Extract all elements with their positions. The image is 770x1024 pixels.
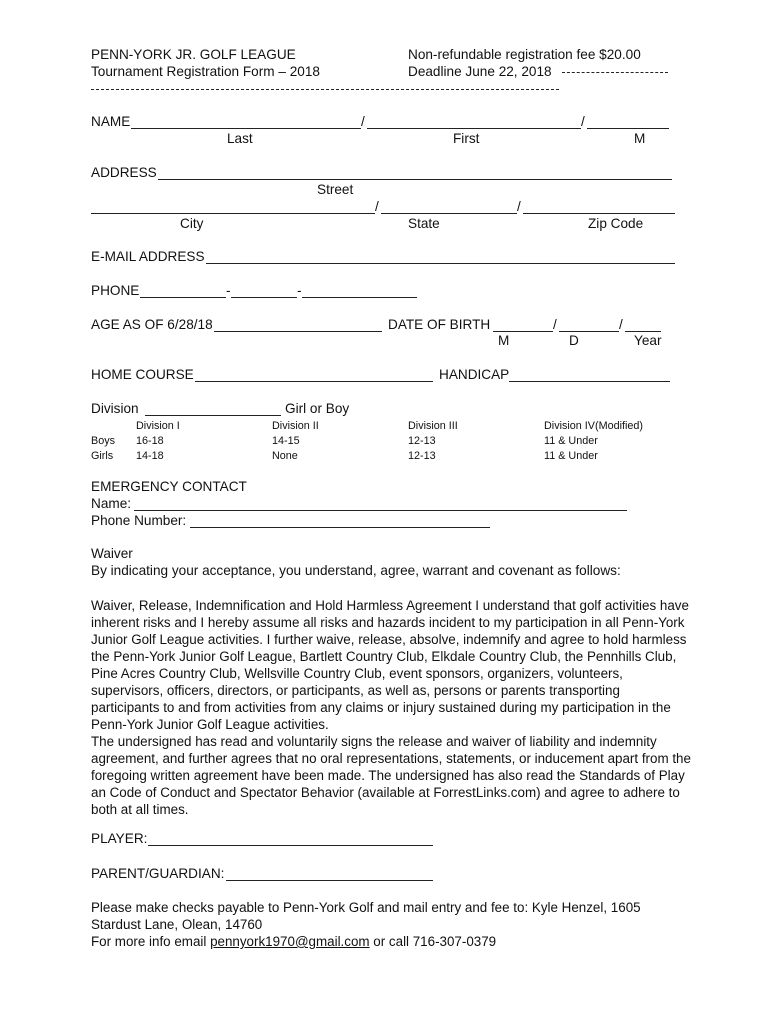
- middle-sublabel: M: [634, 131, 646, 146]
- emergency-title: EMERGENCY CONTACT: [91, 479, 247, 494]
- contact-prefix: For more info email: [91, 934, 211, 949]
- waiver-intro: By indicating your acceptance, you understand, agree, warrant and covenant as follows:: [91, 563, 621, 578]
- division-cell: None: [272, 450, 298, 462]
- home-course-field[interactable]: [195, 381, 433, 382]
- parent-label: PARENT/GUARDIAN:: [91, 866, 225, 881]
- division-cell: 16-18: [136, 435, 164, 447]
- address-separator: /: [375, 199, 379, 214]
- state-sublabel: State: [408, 216, 440, 231]
- home-course-label: HOME COURSE: [91, 367, 194, 382]
- phone-area-field[interactable]: [140, 297, 226, 298]
- emergency-phone-field[interactable]: [190, 527, 490, 528]
- dob-month-sublabel: M: [498, 333, 510, 348]
- header-divider: [91, 89, 559, 90]
- zip-field[interactable]: [523, 213, 675, 214]
- dob-separator: /: [619, 317, 623, 332]
- fee-text: Non-refundable registration fee $20.00: [408, 47, 641, 62]
- waiver-paragraph: The undersigned has read and voluntarily signs the release and waiver of liability and indemnity agreement, and further agrees that no oral representations, statements, or inducement apart from the foregoing written agreement have been made. The undersigned has also read the Standards of Play an Code of Conduct and Spectator Behavior (available at ForrestLinks.com) and agree to adhere to both at all times.: [91, 734, 691, 817]
- emergency-phone-label: Phone Number:: [91, 513, 187, 528]
- contact-suffix: or call 716-307-0379: [369, 934, 497, 949]
- dob-month-field[interactable]: [493, 331, 553, 332]
- gender-label: Girl or Boy: [285, 401, 350, 416]
- phone-line-field[interactable]: [302, 297, 417, 298]
- waiver-title: Waiver: [91, 546, 133, 561]
- division-header: Division III: [408, 420, 458, 432]
- handicap-label: HANDICAP: [439, 367, 510, 382]
- division-header: Division I: [136, 420, 180, 432]
- division-label: Division: [91, 401, 139, 416]
- age-field[interactable]: [214, 331, 382, 332]
- email-field[interactable]: [206, 263, 675, 264]
- division-field[interactable]: [145, 415, 281, 416]
- division-row-label: Girls: [91, 450, 114, 462]
- dob-day-sublabel: D: [569, 333, 579, 348]
- phone-dash: -: [297, 283, 302, 298]
- waiver-paragraph: Waiver, Release, Indemnification and Hold Harmless Agreement I understand that golf activities have inherent risks and I hereby assume all risks and hazards incident to my participation in all Penn-York Junior Golf League activities. I further waive, release, absolve, indemnify and agree to hold harmless the Penn-York Junior Golf League, Bartlett Country Club, Elkdale Country Club, the Pennhills Club, Pine Acres Country Club, Wellsville Country Club, event sponsors, organizers, volunteers, supervisors, officers, directors, or participants, as well as, persons or parents transporting participants to and from activities from any claims or injury sustained during my participation in the Penn-York Junior Golf League activities.: [91, 598, 689, 732]
- address-label: ADDRESS: [91, 165, 157, 180]
- state-field[interactable]: [381, 213, 517, 214]
- address-separator: /: [517, 199, 521, 214]
- division-cell: 11 & Under: [544, 435, 598, 447]
- emergency-name-label: Name:: [91, 496, 132, 511]
- dob-year-sublabel: Year: [634, 333, 662, 348]
- division-cell: 12-13: [408, 435, 436, 447]
- header-dashes: [562, 72, 668, 73]
- league-title: PENN-YORK JR. GOLF LEAGUE: [91, 47, 296, 62]
- city-sublabel: City: [180, 216, 204, 231]
- phone-prefix-field[interactable]: [231, 297, 297, 298]
- street-field[interactable]: [158, 179, 672, 180]
- form-title: Tournament Registration Form – 2018: [91, 64, 320, 79]
- dob-year-field[interactable]: [625, 331, 661, 332]
- player-label: PLAYER:: [91, 831, 148, 846]
- city-field[interactable]: [91, 213, 375, 214]
- footer: [91, 899, 671, 950]
- division-header: Division II: [272, 420, 319, 432]
- dob-day-field[interactable]: [559, 331, 619, 332]
- age-label: AGE AS OF 6/28/18: [91, 317, 213, 332]
- first-sublabel: First: [453, 131, 480, 146]
- name-separator: /: [361, 114, 365, 129]
- name-label: NAME: [91, 114, 131, 129]
- division-cell: 14-18: [136, 450, 164, 462]
- contact-email-link[interactable]: pennyork1970@gmail.com: [210, 934, 370, 949]
- division-cell: 14-15: [272, 435, 300, 447]
- deadline-text: Deadline June 22, 2018: [408, 64, 552, 79]
- division-cell: 11 & Under: [544, 450, 598, 462]
- division-cell: 12-13: [408, 450, 436, 462]
- phone-dash: -: [226, 283, 231, 298]
- middle-initial-field[interactable]: [587, 128, 669, 129]
- last-sublabel: Last: [227, 131, 253, 146]
- division-header: Division IV(Modified): [544, 420, 644, 432]
- emergency-name-field[interactable]: [134, 510, 627, 511]
- waiver-body: [91, 597, 691, 818]
- zip-sublabel: Zip Code: [588, 216, 644, 231]
- street-sublabel: Street: [317, 182, 354, 197]
- player-signature-field[interactable]: [148, 845, 433, 846]
- handicap-field[interactable]: [509, 381, 670, 382]
- last-name-field[interactable]: [131, 128, 361, 129]
- first-name-field[interactable]: [367, 128, 581, 129]
- dob-label: DATE OF BIRTH: [388, 317, 491, 332]
- name-separator: /: [581, 114, 585, 129]
- email-label: E-MAIL ADDRESS: [91, 249, 205, 264]
- parent-signature-field[interactable]: [226, 880, 433, 881]
- phone-label: PHONE: [91, 283, 140, 298]
- mail-instructions: Please make checks payable to Penn-York Golf and mail entry and fee to: Kyle Henzel, 1605 Stardust Lane, Olean, 14760: [91, 900, 641, 932]
- contact-line: [91, 933, 671, 950]
- division-row-label: Boys: [91, 435, 116, 447]
- dob-separator: /: [553, 317, 557, 332]
